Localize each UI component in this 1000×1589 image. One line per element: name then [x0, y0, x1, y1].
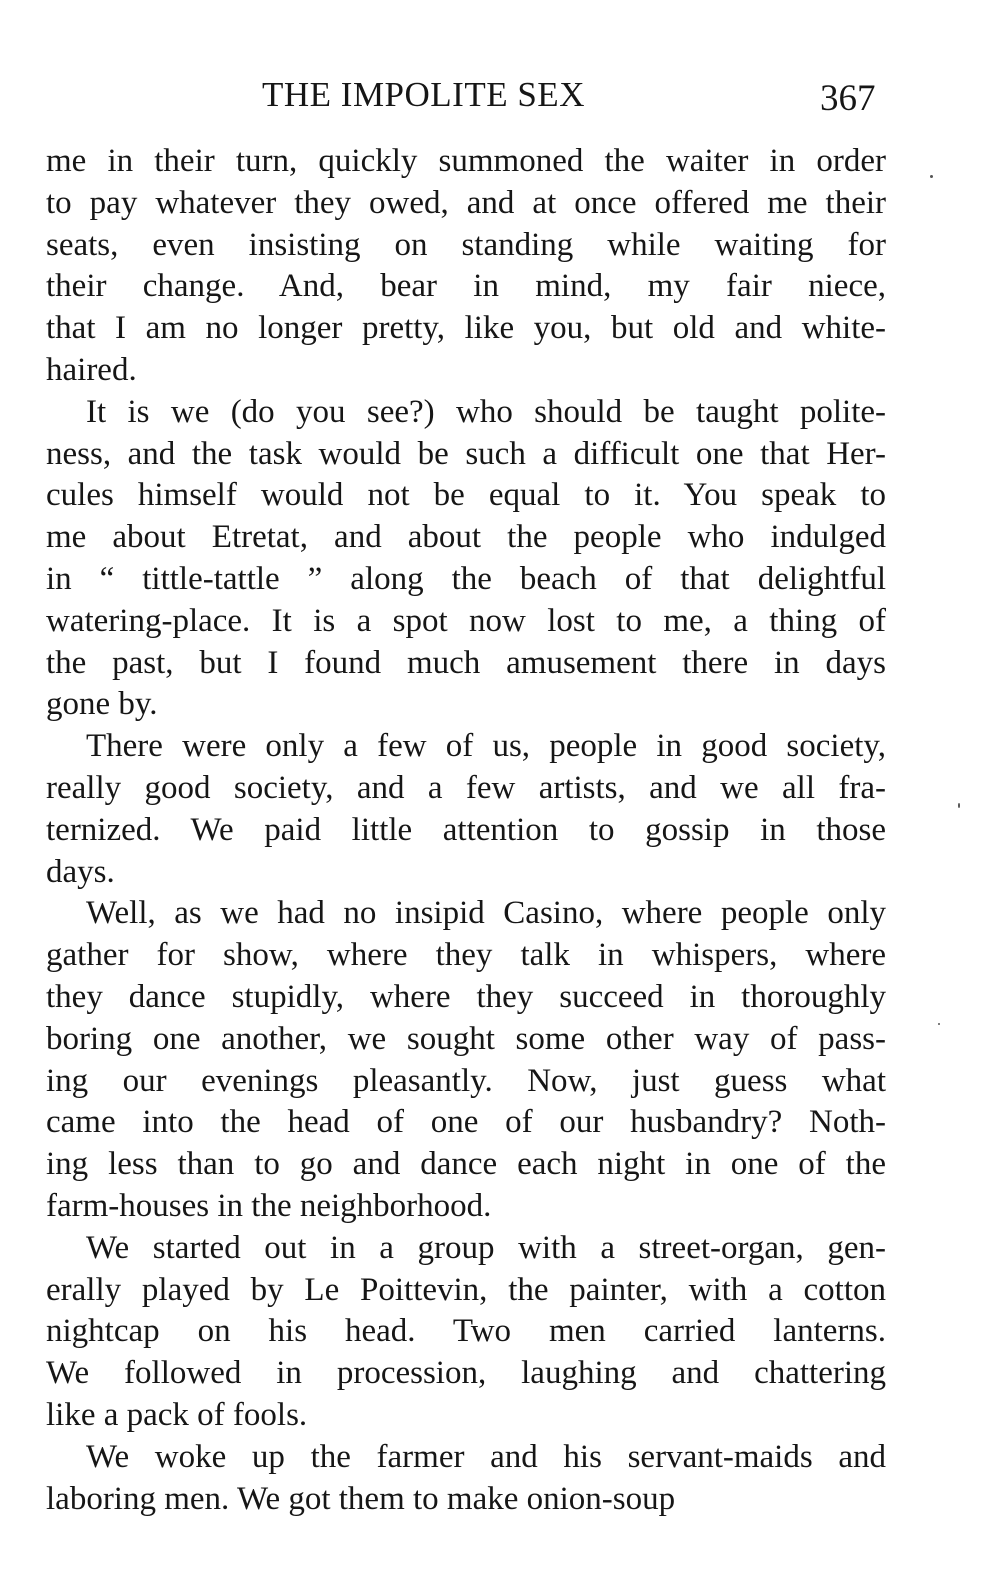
print-speck — [938, 1023, 940, 1025]
text-line: ing less than to go and dance each night in one of the — [46, 1146, 886, 1183]
text-line: cules himself would not be equal to it. You speak to — [46, 477, 886, 514]
paragraph — [46, 1437, 886, 1521]
text-line: me in their turn, quickly summoned the waiter in order — [46, 143, 886, 179]
text-line: watering-place. It is a spot now lost to me, a thing of — [46, 602, 886, 639]
text-line: It is we (do you see?) who should be taught polite- — [86, 393, 886, 430]
text-line: erally played by Le Poittevin, the painter, with a cotton — [46, 1271, 886, 1308]
paragraph — [46, 1228, 886, 1437]
text-line: ing our evenings pleasantly. Now, just guess what — [46, 1062, 886, 1099]
text-line: that I am no longer pretty, like you, but old and white- — [46, 310, 886, 347]
text-line: ternized. We paid little attention to gossip in those — [46, 811, 886, 848]
text-line: nightcap on his head. Two men carried lanterns. — [46, 1313, 886, 1350]
print-speck — [930, 175, 933, 178]
text-line: There were only a few of us, people in good society, — [86, 728, 886, 765]
paragraph — [46, 392, 886, 726]
running-title: THE IMPOLITE SEX — [262, 75, 585, 114]
text-line: seats, even insisting on standing while waiting for — [46, 226, 886, 263]
text-line: came into the head of one of our husbandry? Noth- — [46, 1104, 886, 1141]
print-speck — [958, 803, 960, 808]
text-line: gone by. — [46, 686, 158, 723]
running-head — [0, 70, 1000, 120]
text-line: boring one another, we sought some other way of pass- — [46, 1020, 886, 1057]
text-line: Well, as we had no insipid Casino, where people only — [86, 895, 886, 932]
text-line: in “ tittle-tattle ” along the beach of that delightful — [46, 560, 886, 597]
paragraph — [46, 141, 886, 392]
text-line: really good society, and a few artists, and we all fra- — [46, 769, 886, 806]
text-line: they dance stupidly, where they succeed in thoroughly — [46, 978, 886, 1015]
text-line: like a pack of fools. — [46, 1396, 308, 1433]
text-line: We started out in a group with a street-organ, gen- — [86, 1229, 886, 1266]
text-line: days. — [46, 853, 115, 890]
text-line: ness, and the task would be such a difficult one that Her- — [46, 435, 886, 472]
text-line: We followed in procession, laughing and chattering — [46, 1355, 886, 1392]
text-line: the past, but I found much amusement there in days — [46, 644, 886, 681]
text-line: laboring men. We got them to make onion-soup — [46, 1480, 676, 1517]
text-line: gather for show, where they talk in whispers, where — [46, 937, 886, 974]
text-line: farm-houses in the neighborhood. — [46, 1187, 492, 1224]
text-line: their change. And, bear in mind, my fair niece, — [46, 268, 886, 305]
paragraph — [46, 893, 886, 1227]
text-line: me about Etretat, and about the people who indulged — [46, 519, 886, 556]
text-line: haired. — [46, 351, 137, 388]
text-line: We woke up the farmer and his servant-maids and — [86, 1438, 886, 1475]
body-text — [46, 141, 886, 1520]
text-line: to pay whatever they owed, and at once offered me their — [46, 184, 886, 221]
page-number: 367 — [820, 78, 876, 119]
paragraph — [46, 726, 886, 893]
